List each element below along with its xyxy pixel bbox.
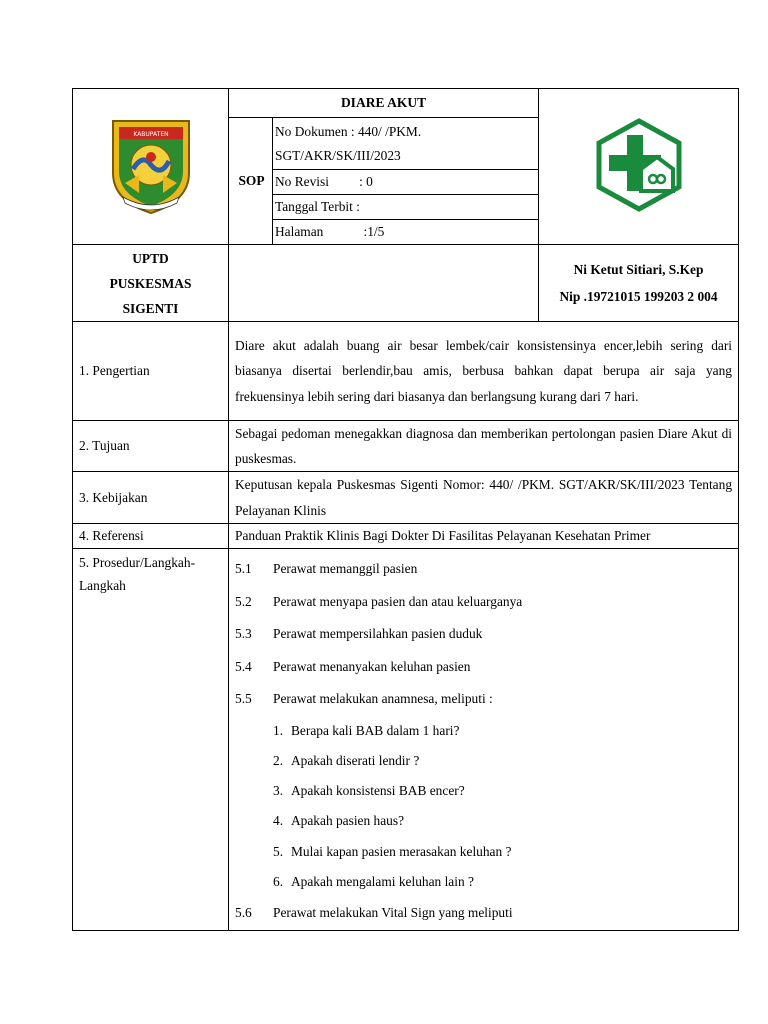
no-dokumen-line2: SGT/AKR/SK/III/2023 [275,147,401,163]
signatory-nip: Nip .19721015 199203 2 004 [559,289,718,304]
step-text: Perawat memanggil pasien [273,561,418,577]
no-revisi: No Revisi : 0 [273,170,539,195]
halaman: Halaman :1/5 [273,220,539,245]
step-item [235,683,732,716]
substep-number: 5. [273,843,284,859]
step-item [235,553,732,586]
tujuan-label: 2. Tujuan [73,421,229,472]
substep-item [235,806,732,836]
substep-text: Berapa kali BAB dalam 1 hari? [291,722,460,738]
step-text: Perawat mempersilahkan pasien duduk [273,626,483,642]
document-title: DIARE AKUT [229,89,539,118]
blank-signature-cell [229,245,539,322]
referensi-text: Panduan Praktik Klinis Bagi Dokter Di Fasilitas Pelayanan Kesehatan Primer [229,523,739,548]
org-cell [73,245,229,322]
substep-number: 2. [273,753,284,769]
step-number: 5.4 [235,658,252,674]
substep-text: Apakah diserati lendir ? [291,753,420,769]
step-item [235,618,732,651]
org-line1: UPTD [132,250,169,266]
step-item [235,897,732,930]
step-text: Perawat menanyakan keluhan pasien [273,658,471,674]
substep-text: Apakah pasien haus? [291,813,405,829]
org-line2: PUSKESMAS [109,275,192,291]
sop-label: SOP [229,118,273,245]
kebijakan-label: 3. Kebijakan [73,472,229,523]
step-item [235,651,732,684]
tanggal-terbit: Tanggal Terbit : [273,195,539,220]
step-number: 5.1 [235,561,252,577]
substep-number: 4. [273,813,284,829]
kabupaten-emblem-icon [103,113,199,217]
step-text: Perawat melakukan anamnesa, meliputi : [273,691,493,707]
sop-table [72,88,739,931]
puskesmas-logo-icon [591,117,687,213]
signatory-name: Ni Ketut Sitiari, S.Kep [573,262,704,277]
svg-text:KABUPATEN: KABUPATEN [132,130,169,138]
step-item [235,585,732,618]
substep-number: 1. [273,722,284,738]
pengertian-text: Diare akut adalah buang air besar lembek/cair konsistensinya encer,lebih sering dari biasanya disertai berlendir,bau amis, berbusa bahkan dapat berupa air saja yang frekuensinya lebih sering dari biasanya dan berlangsung kurang dari 7 hari. [229,322,739,421]
sop-document [72,88,738,922]
left-logo-cell [73,89,229,245]
step-number: 5.6 [235,905,252,921]
right-logo-cell [539,89,739,245]
signatory-cell [539,245,739,322]
prosedur-label: 5. Prosedur/Langkah-Langkah [73,548,229,930]
substep-item [235,867,732,897]
no-dokumen-cell [273,118,539,170]
step-text: Perawat menyapa pasien dan atau keluarganya [273,593,523,609]
step-number: 5.3 [235,626,252,642]
pengertian-label: 1. Pengertian [73,322,229,421]
step-number: 5.2 [235,593,252,609]
prosedur-steps [229,548,739,930]
no-dokumen-line1: No Dokumen : 440/ /PKM. [275,123,422,139]
step-number: 5.5 [235,691,252,707]
org-line3: SIGENTI [122,300,179,316]
substep-item [235,746,732,776]
kebijakan-text: Keputusan kepala Puskesmas Sigenti Nomor: 440/ /PKM. SGT/AKR/SK/III/2023 Tentang Pelayanan Klinis [229,472,739,523]
tujuan-text: Sebagai pedoman menegakkan diagnosa dan memberikan pertolongan pasien Diare Akut di puskesmas. [229,421,739,472]
substep-item [235,776,732,806]
step-text: Perawat melakukan Vital Sign yang meliputi [273,905,513,921]
substep-item [235,837,732,867]
substep-text: Mulai kapan pasien merasakan keluhan ? [291,843,512,859]
substep-text: Apakah mengalami keluhan lain ? [291,873,474,889]
referensi-label: 4. Referensi [73,523,229,548]
substep-number: 3. [273,783,284,799]
substep-number: 6. [273,873,284,889]
substep-item [235,716,732,746]
substep-text: Apakah konsistensi BAB encer? [291,783,465,799]
